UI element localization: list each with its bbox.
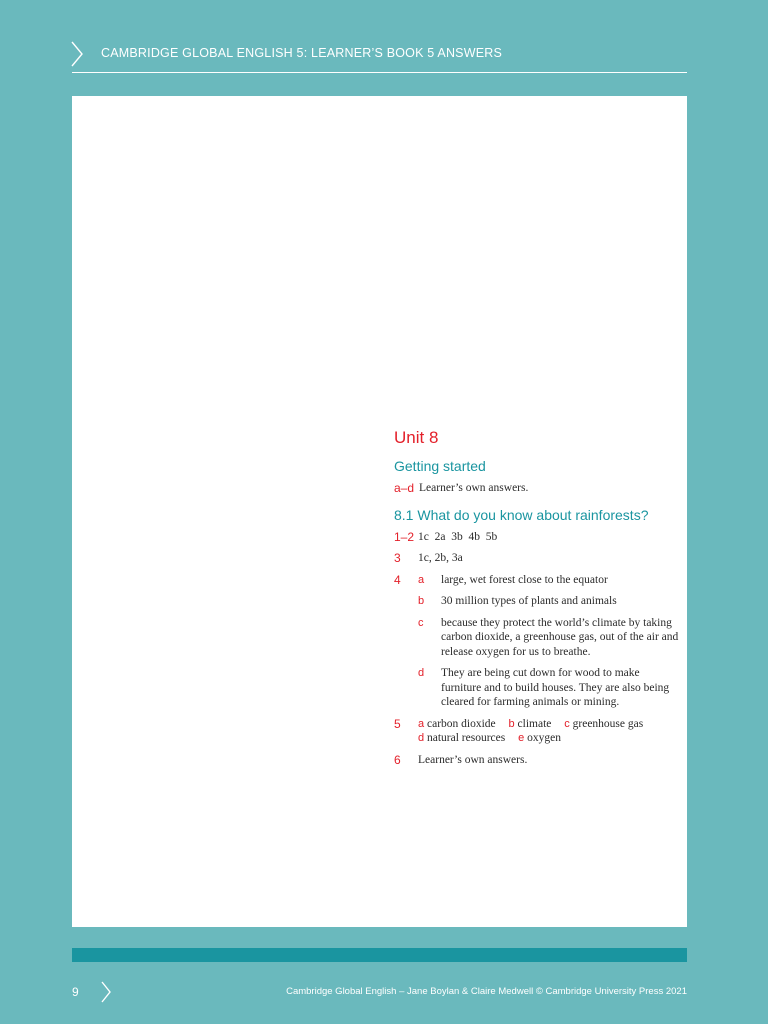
header-title: CAMBRIDGE GLOBAL ENGLISH 5: LEARNER’S BOOK 5 ANSWERS (101, 46, 503, 60)
sub-letter: d (418, 732, 425, 744)
getting-started-text: Learner’s own answers. (419, 482, 529, 494)
section-81-title: 8.1 What do you know about rainforests? (394, 506, 649, 523)
sub-letter: d (418, 667, 425, 679)
answer-5-line-2 (418, 731, 643, 746)
question-number: 5 (394, 716, 401, 731)
chevron-right-icon (66, 38, 88, 70)
answer-row-4 (394, 573, 679, 588)
sub-letter: b (508, 717, 515, 730)
sub-answer-text: large, wet forest close to the equator (441, 573, 608, 586)
sub-letter: b (418, 595, 425, 607)
sub-answer-text: 30 million types of plants and animals (441, 595, 617, 607)
sub-answer-text: natural resources (427, 732, 506, 744)
answer-text: Learner’s own answers. (418, 753, 528, 766)
answer-row-3 (394, 551, 679, 566)
sub-letter: e (518, 732, 525, 744)
sub-letter: c (564, 717, 570, 730)
question-number: 1–2 (394, 529, 415, 544)
answer-row-4b (394, 594, 679, 609)
answer-row-4d (394, 666, 679, 710)
sub-answer-text: greenhouse gas (572, 717, 644, 730)
answer-row-6 (394, 753, 679, 768)
footer-credit: Cambridge Global English – Jane Boylan & Claire Medwell © Cambridge University Press 2021 (286, 986, 687, 997)
answer-row-1-2 (394, 530, 679, 545)
sub-answer-text: oxygen (527, 732, 561, 744)
header-divider (72, 72, 687, 73)
answer-5-block (418, 717, 643, 746)
answer-text: 1c, 2b, 3a (418, 552, 463, 564)
answer-row-5 (394, 717, 679, 746)
sub-answer-text: carbon dioxide (427, 717, 496, 730)
answer-5-line-1 (418, 717, 643, 732)
next-page-chevron-icon[interactable] (98, 979, 114, 1005)
question-number: 3 (394, 551, 401, 565)
unit-content (394, 428, 679, 774)
unit-title: Unit 8 (394, 428, 439, 447)
question-number: 4 (394, 572, 401, 587)
getting-started-title: Getting started (394, 458, 486, 474)
sub-letter: c (418, 616, 424, 629)
sub-answer-text: They are being cut down for wood to make furniture and to build houses. They are also being cleared for farming animals or mining. (441, 667, 670, 708)
sub-letter: a (418, 573, 425, 586)
sub-answer-text: because they protect the world’s climate by taking carbon dioxide, a greenhouse gas, out of the air and release oxygen for us to breathe. (441, 616, 679, 658)
question-number: 6 (394, 752, 401, 767)
answer-row-4c (394, 616, 679, 660)
getting-started-row (394, 481, 679, 496)
sub-answer-text: climate (517, 717, 552, 730)
sub-letter: a (418, 717, 425, 730)
page-number: 9 (72, 985, 79, 999)
getting-started-label: a–d (394, 481, 415, 495)
answer-text: 1c 2a 3b 4b 5b (418, 530, 498, 543)
footer-bar (72, 948, 687, 962)
